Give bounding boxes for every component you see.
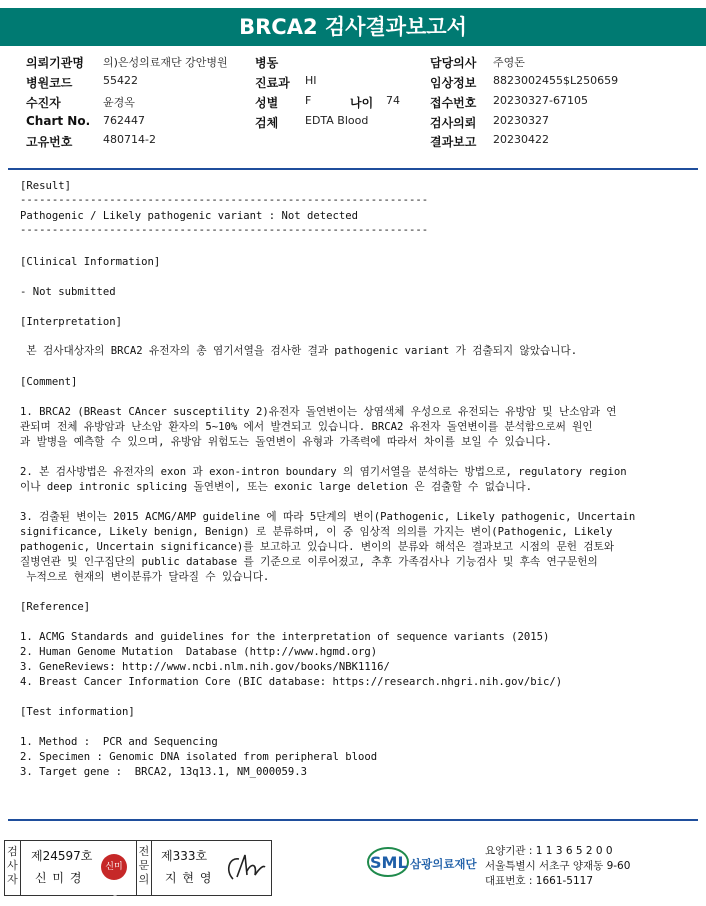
chart-no-value: 762447 xyxy=(103,114,145,127)
department-value: HI xyxy=(305,74,317,87)
test-info-line: 1. Method : PCR and Sequencing xyxy=(20,736,218,748)
tester-seal-icon: 신미경 xyxy=(101,854,127,880)
ward-label: 병동 xyxy=(255,56,279,70)
sex-value: F xyxy=(305,94,312,107)
bottom-divider xyxy=(8,819,698,821)
clinical-text: - Not submitted xyxy=(20,286,116,298)
comment-line: 누적으로 현재의 변이분류가 달라질 수 있습니다. xyxy=(20,571,270,583)
department-label: 진료과 xyxy=(255,76,290,90)
result-text: Pathogenic / Likely pathogenic variant : Not detected xyxy=(20,210,359,222)
reference-line: 3. GeneReviews: http://www.ncbi.nlm.nih.gov/books/NBK1116/ xyxy=(20,661,390,673)
comment-line: 2. 본 검사방법은 유전자의 exon 과 exon-intron boundary 의 염기서열을 분석하는 방법으로, regulatory region xyxy=(20,466,627,478)
tester-name: 신 미 경 xyxy=(35,871,83,885)
unique-no-label: 고유번호 xyxy=(26,135,73,149)
age-label: 나이 xyxy=(350,96,374,110)
comment-line: pathogenic, Uncertain significance)를 보고하고 있습니다. 변이의 분류와 해석은 결과보고 시점의 문헌 검토와 xyxy=(20,541,615,553)
comment-line: 과 발병을 예측할 수 있으며, 유방암 위험도는 돌연변이 유형과 가족력에 따라서 차이를 보일 수 있습니다. xyxy=(20,436,552,448)
report-title: BRCA2 검사결과보고서 xyxy=(0,8,706,46)
specialist-name: 지 현 영 xyxy=(165,871,213,885)
comment-line: 이나 deep intronic splicing 돌연변이, 또는 exonic large deletion 은 검출할 수 없습니다. xyxy=(20,481,533,493)
reference-line: 1. ACMG Standards and guidelines for the interpretation of sequence variants (2015) xyxy=(20,631,550,643)
specimen-value: EDTA Blood xyxy=(305,114,369,127)
test-info-line: 2. Specimen : Genomic DNA isolated from peripheral blood xyxy=(20,751,378,763)
patient-label: 수진자 xyxy=(26,96,61,110)
chart-no-label: Chart No. xyxy=(26,114,91,128)
clinical-info-label: 임상정보 xyxy=(430,76,477,90)
signature-box xyxy=(4,840,272,896)
institution-info xyxy=(485,844,630,889)
result-heading: [Result] xyxy=(20,180,72,192)
reference-heading: [Reference] xyxy=(20,601,91,613)
hospital-code-label: 병원코드 xyxy=(26,76,73,90)
comment-line: significance, Likely benign, Benign) 로 분류하며, 이 중 임상적 의의를 가지는 변이(Pathogenic, Likely xyxy=(20,526,613,538)
comment-heading: [Comment] xyxy=(20,376,78,388)
request-date-value: 20230327 xyxy=(493,114,549,127)
footer xyxy=(0,832,706,901)
report-date-value: 20230422 xyxy=(493,133,549,146)
request-date-label: 검사의뢰 xyxy=(430,116,477,130)
interpretation-text: 본 검사대상자의 BRCA2 유전자의 총 염기서열을 검사한 결과 pathogenic variant 가 검출되지 않았습니다. xyxy=(20,345,578,357)
sml-logo xyxy=(366,842,484,886)
doctor-label: 담당의사 xyxy=(430,56,477,70)
institution-phone: 대표번호 : 1661-5117 xyxy=(485,875,594,887)
receipt-no-label: 접수번호 xyxy=(430,96,477,110)
test-info-heading: [Test information] xyxy=(20,706,135,718)
clinical-info-value: 8823002455$L250659 xyxy=(493,74,619,87)
specimen-label: 검체 xyxy=(255,116,279,130)
test-info-line: 3. Target gene : BRCA2, 13q13.1, NM_000059.3 xyxy=(20,766,308,778)
unique-no-value: 480714-2 xyxy=(103,133,156,146)
specialist-label: 전문의 xyxy=(136,841,152,895)
hospital-value: 의)은성의료재단 강안병원 xyxy=(103,56,228,69)
age-value: 74 xyxy=(386,94,400,107)
comment-line: 1. BRCA2 (BReast CAncer susceptility 2)유전자 돌연변이는 상염색체 우성으로 유전되는 유방암 및 난소암과 연 xyxy=(20,406,617,418)
top-divider xyxy=(8,168,698,170)
institution-code: 요양기관 : 1 1 3 6 5 2 0 0 xyxy=(485,845,613,857)
specialist-license: 제333호 xyxy=(161,849,208,863)
tester-label: 검사자 xyxy=(5,841,21,895)
receipt-no-value: 20230327-67105 xyxy=(493,94,588,107)
logo-text: SML xyxy=(370,853,408,872)
patient-value: 윤경옥 xyxy=(103,96,135,109)
reference-line: 4. Breast Cancer Information Core (BIC database: https://research.nhgri.nih.gov/bic/) xyxy=(20,676,563,688)
institution-address: 서울특별시 서초구 양재동 9-60 xyxy=(485,860,631,872)
header-info xyxy=(0,50,706,150)
tester-license: 제24597호 xyxy=(31,849,93,863)
report-date-label: 결과보고 xyxy=(430,135,477,149)
sex-label: 성별 xyxy=(255,96,279,110)
signature-icon xyxy=(223,849,267,887)
dash-line: ---------------------------------------------------------------- xyxy=(20,224,429,236)
comment-line: 관되며 전체 유방암과 난소암 환자의 5~10% 에서 발견되고 있습니다. BRCA2 유전자 돌연변이를 분석함으로써 원인 xyxy=(20,421,593,433)
clinical-heading: [Clinical Information] xyxy=(20,256,161,268)
hospital-label: 의뢰기관명 xyxy=(26,56,84,70)
comment-line: 질병연관 및 인구집단의 public database 를 기준으로 이루어졌고, 추후 가족검사나 기능검사 및 후속 연구문헌의 xyxy=(20,556,598,568)
dash-line: ---------------------------------------------------------------- xyxy=(20,194,429,206)
interpretation-heading: [Interpretation] xyxy=(20,316,123,328)
reference-line: 2. Human Genome Mutation Database (http://www.hgmd.org) xyxy=(20,646,378,658)
doctor-value: 주영돈 xyxy=(493,56,525,69)
sml-logo-icon xyxy=(366,842,484,882)
logo-org-name: 삼광의료재단 xyxy=(410,857,477,871)
hospital-code-value: 55422 xyxy=(103,74,138,87)
comment-line: 3. 검출된 변이는 2015 ACMG/AMP guideline 에 따라 5단계의 변이(Pathogenic, Likely pathogenic, Uncertain xyxy=(20,511,636,523)
